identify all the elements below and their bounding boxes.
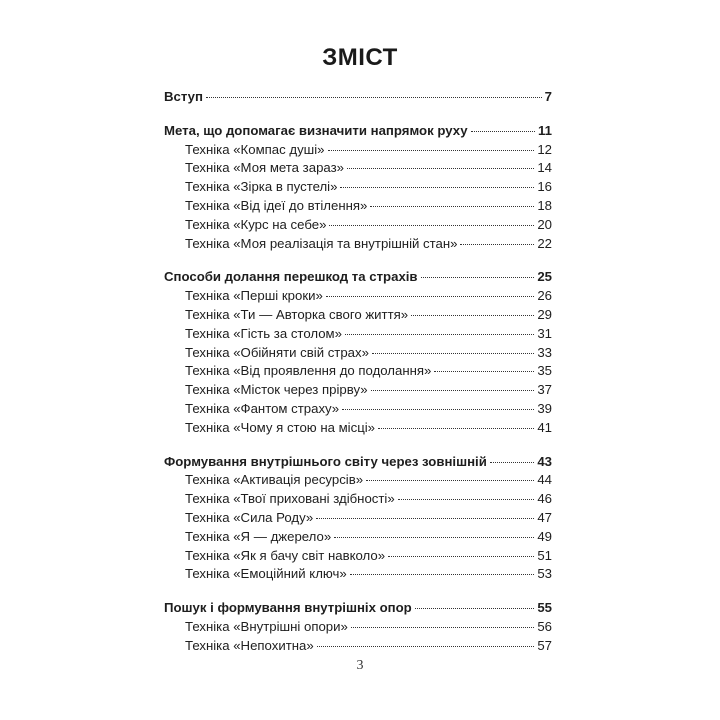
toc-chapter-label: Пошук і формування внутрішніх опор <box>164 600 412 616</box>
page-title: ЗМІСТ <box>322 44 398 71</box>
toc-entry-page: 12 <box>537 141 552 157</box>
toc-entry-page: 31 <box>537 325 552 341</box>
toc-entry <box>164 637 552 656</box>
toc-chapter-label: Формування внутрішнього світу через зовнішній <box>164 453 487 469</box>
toc-entry <box>164 419 552 438</box>
toc-chapter-page: 55 <box>537 600 552 616</box>
dot-leader <box>372 353 534 354</box>
toc-entry-page: 37 <box>537 382 552 398</box>
dot-leader <box>345 334 534 335</box>
toc-entry-label: Техніка «Компас душі» <box>185 141 325 157</box>
toc-chapter <box>164 88 552 107</box>
dot-leader <box>316 518 534 519</box>
toc-entry-label: Техніка «Фантом страху» <box>185 400 340 416</box>
toc-entry-label: Техніка «Внутрішні опори» <box>185 618 348 634</box>
toc-chapter-page: 43 <box>537 453 552 469</box>
dot-leader <box>366 480 534 481</box>
toc-entry-label: Техніка «Зірка в пустелі» <box>185 179 338 195</box>
toc-entry <box>164 141 552 160</box>
dot-leader <box>421 277 535 278</box>
toc-entry <box>164 381 552 400</box>
toc-entry-page: 20 <box>537 216 552 232</box>
toc-entry <box>164 325 552 344</box>
toc-entry-page: 53 <box>537 566 552 582</box>
toc-entry <box>164 362 552 381</box>
toc-entry <box>164 528 552 547</box>
toc-entry-label: Техніка «Сила Роду» <box>185 509 314 525</box>
dot-leader <box>490 462 535 463</box>
toc-entry-label: Техніка «Моя реалізація та внутрішній стан» <box>185 235 458 251</box>
dot-leader <box>460 244 534 245</box>
toc-entry-label: Техніка «Перші кроки» <box>185 288 323 304</box>
toc-entry-page: 16 <box>537 179 552 195</box>
toc-entry-label: Техніка «Чому я стою на місці» <box>185 419 376 435</box>
dot-leader <box>329 225 534 226</box>
toc-entry-page: 22 <box>537 235 552 251</box>
toc-entry-page: 47 <box>537 509 552 525</box>
toc-entry-page: 44 <box>537 472 552 488</box>
toc-entry-label: Техніка «Обійняти свій страх» <box>185 344 369 360</box>
dot-leader <box>334 537 534 538</box>
toc-entry-page: 41 <box>537 419 552 435</box>
toc-entry <box>164 565 552 584</box>
toc-entry-label: Техніка «Як я бачу світ навколо» <box>185 547 386 563</box>
dot-leader <box>326 296 535 297</box>
toc-entry <box>164 344 552 363</box>
toc-entry <box>164 216 552 235</box>
toc-section <box>164 599 552 655</box>
dot-leader <box>434 371 534 372</box>
toc-chapter <box>164 453 552 472</box>
toc-entry <box>164 509 552 528</box>
toc-entry-label: Техніка «Моя мета зараз» <box>185 160 344 176</box>
dot-leader <box>350 574 535 575</box>
toc-entry-label: Техніка «Місток через прірву» <box>185 382 368 398</box>
toc-entry <box>164 306 552 325</box>
toc-entry-page: 39 <box>537 400 552 416</box>
toc-entry <box>164 618 552 637</box>
toc-chapter-page: 7 <box>544 89 552 104</box>
toc-section <box>164 122 552 254</box>
toc-entry-page: 35 <box>537 363 552 379</box>
toc-section <box>164 453 552 585</box>
toc-chapter-page: 25 <box>537 269 552 285</box>
dot-leader <box>371 390 535 391</box>
toc-entry-label: Техніка «Ти — Авторка свого життя» <box>185 306 409 322</box>
toc-entry-label: Техніка «Від проявлення до подолання» <box>185 363 432 379</box>
table-of-contents <box>164 88 552 671</box>
toc-entry <box>164 159 552 178</box>
toc-entry-page: 57 <box>537 637 552 653</box>
toc-entry-label: Техніка «Емоційний ключ» <box>185 566 347 582</box>
toc-entry-page: 46 <box>537 491 552 507</box>
toc-entry-label: Техніка «Гість за столом» <box>185 325 342 341</box>
toc-chapter <box>164 122 552 141</box>
toc-entry <box>164 235 552 254</box>
dot-leader <box>370 206 534 207</box>
dot-leader <box>351 627 534 628</box>
toc-chapter <box>164 599 552 618</box>
dot-leader <box>206 97 542 98</box>
toc-entry-page: 14 <box>537 160 552 176</box>
toc-chapter-label: Мета, що допомагає визначити напрямок руху <box>164 122 468 138</box>
toc-entry-label: Техніка «Від ідеї до втілення» <box>185 197 368 213</box>
toc-entry-label: Техніка «Курс на себе» <box>185 216 327 232</box>
toc-entry <box>164 547 552 566</box>
toc-entry <box>164 471 552 490</box>
toc-entry <box>164 400 552 419</box>
toc-entry-page: 56 <box>537 618 552 634</box>
dot-leader <box>471 131 535 132</box>
toc-entry-page: 18 <box>537 197 552 213</box>
dot-leader <box>415 608 535 609</box>
toc-chapter-page: 11 <box>538 122 552 138</box>
toc-entry <box>164 287 552 306</box>
toc-entry-label: Техніка «Активація ресурсів» <box>185 472 364 488</box>
toc-entry-label: Техніка «Непохитна» <box>185 637 314 653</box>
toc-entry-label: Техніка «Твої приховані здібності» <box>185 491 395 507</box>
dot-leader <box>328 150 535 151</box>
dot-leader <box>411 315 534 316</box>
toc-entry-page: 26 <box>537 288 552 304</box>
toc-entry-page: 33 <box>537 344 552 360</box>
toc-section <box>164 88 552 107</box>
toc-entry <box>164 178 552 197</box>
toc-section <box>164 268 552 437</box>
toc-chapter-label: Вступ <box>164 89 203 104</box>
toc-entry-page: 49 <box>537 528 552 544</box>
dot-leader <box>398 499 535 500</box>
dot-leader <box>340 187 534 188</box>
toc-entry-label: Техніка «Я — джерело» <box>185 528 332 544</box>
dot-leader <box>388 556 534 557</box>
toc-chapter <box>164 268 552 287</box>
toc-chapter-label: Способи долання перешкод та страхів <box>164 269 418 285</box>
dot-leader <box>342 409 534 410</box>
page-number: 3 <box>356 658 364 673</box>
dot-leader <box>347 168 534 169</box>
toc-entry-page: 51 <box>537 547 552 563</box>
dot-leader <box>317 646 535 647</box>
toc-entry-page: 29 <box>537 306 552 322</box>
toc-entry <box>164 197 552 216</box>
dot-leader <box>378 428 534 429</box>
toc-entry <box>164 490 552 509</box>
